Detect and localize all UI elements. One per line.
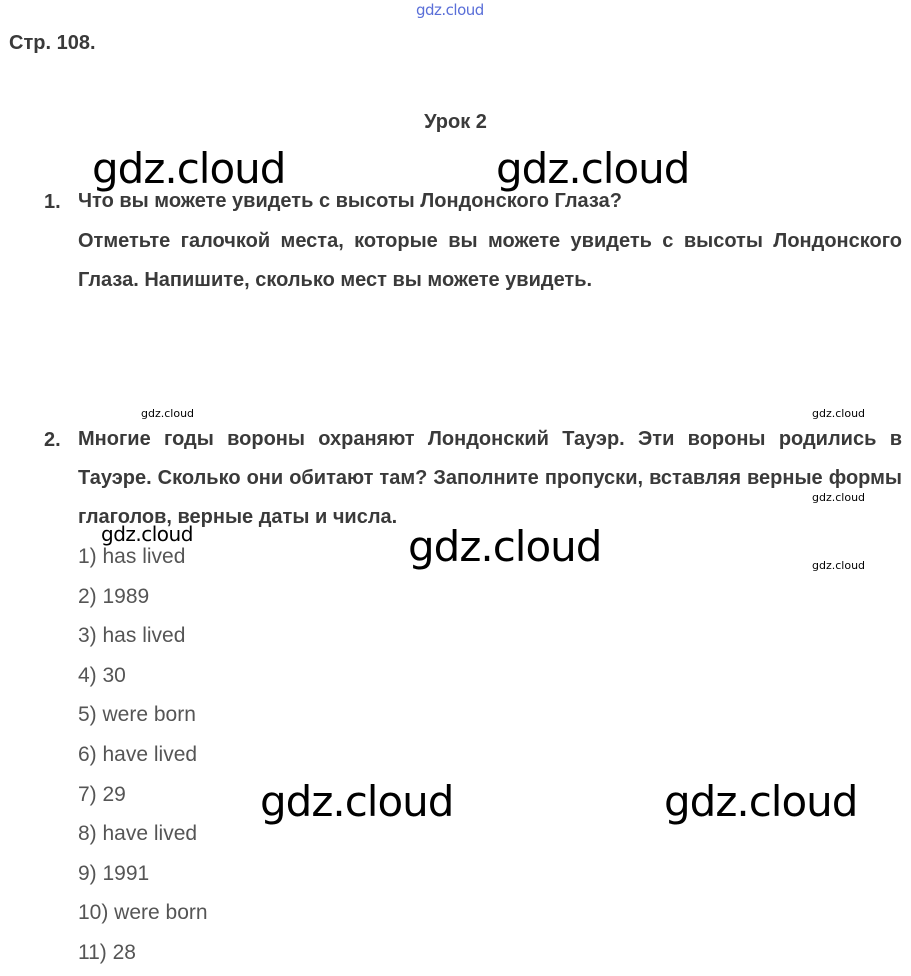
lesson-title: Урок 2: [424, 111, 487, 133]
answer-item: 5) were born: [78, 703, 196, 727]
page-number: Стр. 108.: [9, 32, 96, 54]
answer-item: 1) has lived: [78, 545, 186, 568]
answer-item: 2) 1989: [78, 584, 150, 608]
watermark: gdz.cloud: [812, 491, 866, 504]
task2-instructions: Многие годы вороны охраняют Лондонский Тауэр. Эти вороны родились в Тауэре. Сколько они обитают там? Заполните пропуски, вставляя верные формы глаголов, верные даты и числа.: [78, 428, 902, 528]
answer-item: 4) 30: [78, 663, 126, 687]
answer-item: 10) were born: [78, 901, 208, 925]
answer-item: 11) 28: [78, 940, 136, 964]
watermark: gdz.cloud: [260, 777, 454, 826]
task2-number: 2.: [44, 429, 61, 451]
answer-item: 8) have lived: [78, 822, 198, 846]
watermark: gdz.cloud: [812, 559, 866, 572]
answer-item: 9) 1991: [78, 861, 150, 885]
watermark: gdz.cloud: [101, 522, 193, 546]
watermark: gdz.cloud: [812, 407, 866, 420]
answer-item: 3) has lived: [78, 624, 186, 648]
watermark: gdz.cloud: [141, 407, 195, 420]
answer-item: 7) 29: [78, 782, 126, 806]
task1-instructions: Отметьте галочкой места, которые вы можете увидеть с высоты Лондонского Глаза. Напишите, сколько мест вы можете увидеть.: [78, 230, 902, 291]
watermark: gdz.cloud: [664, 777, 858, 826]
watermark: gdz.cloud: [496, 144, 690, 193]
task1-number: 1.: [44, 191, 61, 213]
task1-question: Что вы можете увидеть с высоты Лондонского Глаза?: [78, 190, 622, 212]
watermark: gdz.cloud: [92, 144, 286, 193]
watermark: gdz.cloud: [408, 522, 602, 571]
top-watermark: gdz.cloud: [416, 1, 484, 19]
answer-list: [78, 537, 208, 973]
answer-item: 6) have lived: [78, 742, 198, 766]
